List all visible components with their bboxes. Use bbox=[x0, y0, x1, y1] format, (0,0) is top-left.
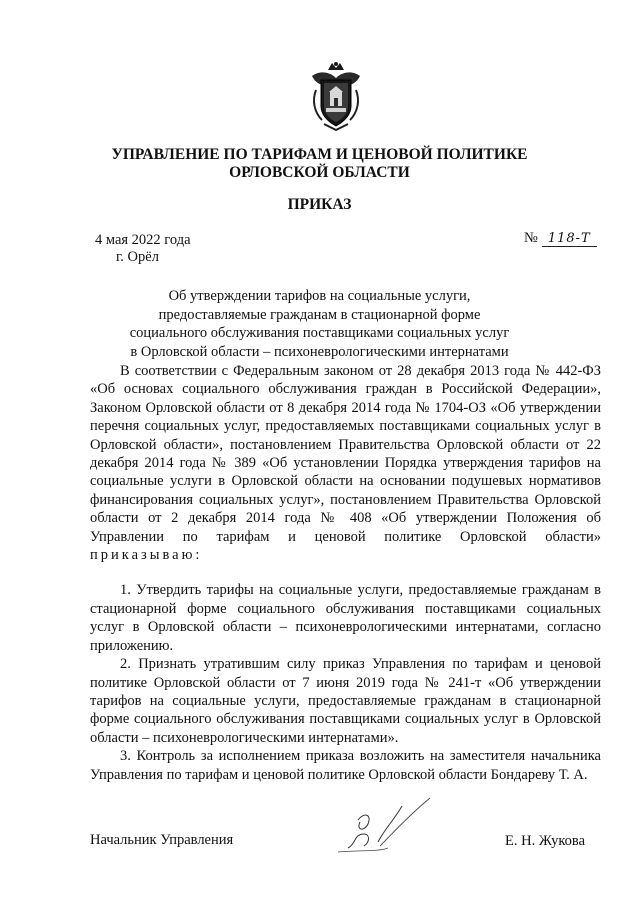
subject-line-2: предоставляемые гражданам в стационарной форме bbox=[158, 306, 481, 323]
document-type: ПРИКАЗ bbox=[287, 196, 352, 213]
organization-title-line-2: ОРЛОВСКОЙ ОБЛАСТИ bbox=[229, 164, 410, 181]
organization-title bbox=[0, 146, 639, 182]
signer-position: Начальник Управления bbox=[90, 832, 234, 848]
number-label: № bbox=[524, 230, 538, 246]
document-body bbox=[90, 362, 601, 784]
preamble-paragraph bbox=[90, 362, 601, 564]
document-subject bbox=[0, 287, 639, 361]
order-item-2: 2. Признать утратившим силу приказ Управления по тарифам и ценовой политике Орловской области от 7 июня 2019 года № 241-т «Об утверждении тарифов на социальные услуги, предоставляемые гражданам в стационарной форме социального обслуживания поставщиками социальных услуг в Орловской области – психоневрологическими интернатами». bbox=[90, 656, 601, 746]
handwritten-signature bbox=[318, 790, 438, 870]
signer-name: Е. Н. Жукова bbox=[505, 833, 586, 849]
order-word: приказываю: bbox=[90, 547, 203, 564]
number-handwritten: 118-Т bbox=[542, 231, 597, 247]
subject-line-3: социального обслуживания поставщиками социальных услуг bbox=[129, 325, 510, 342]
document-city: г. Орёл bbox=[116, 249, 159, 265]
document-date: 4 мая 2022 года bbox=[95, 232, 191, 248]
coat-of-arms-icon bbox=[306, 60, 366, 132]
subject-line-1: Об утверждении тарифов на социальные услуги, bbox=[168, 288, 471, 304]
organization-title-line-1: УПРАВЛЕНИЕ ПО ТАРИФАМ И ЦЕНОВОЙ ПОЛИТИКЕ bbox=[111, 146, 528, 163]
order-item-3: 3. Контроль за исполнением приказа возложить на заместителя начальника Управления по тарифам и ценовой политике Орловской области Бондареву Т. А. bbox=[90, 748, 601, 783]
document-number bbox=[524, 230, 597, 247]
order-item-1: 1. Утвердить тарифы на социальные услуги, предоставляемые гражданам в стационарной форме социального обслуживания поставщиками социальных услуг в Орловской области – психоневрологическими интернатами, согласно приложению. bbox=[90, 582, 601, 654]
subject-line-4: в Орловской области – психоневрологическими интернатами bbox=[130, 343, 509, 360]
preamble-text: В соответствии с Федеральным законом от 28 декабря 2013 года № 442-ФЗ «Об основах социального обслуживания граждан в Российской Федерации», Законом Орловской области от 8 декабря 2014 года № 1704-ОЗ «Об утверждении перечня социальных услуг, предоставляемых поставщиками социальных услуг в Орловской области», постановлением Правительства Орловской области от 22 декабря 2014 года № 389 «Об установлении Порядка утверждения тарифов на социальные услуги в Орловской области на основании подушевых нормативов финансирования социальных услуг», постановлением Правительства Орловской области от 2 декабря 2014 года № 408 «Об утверждении Положения об Управлении по тарифам и ценовой политике Орловской области» bbox=[90, 363, 601, 545]
